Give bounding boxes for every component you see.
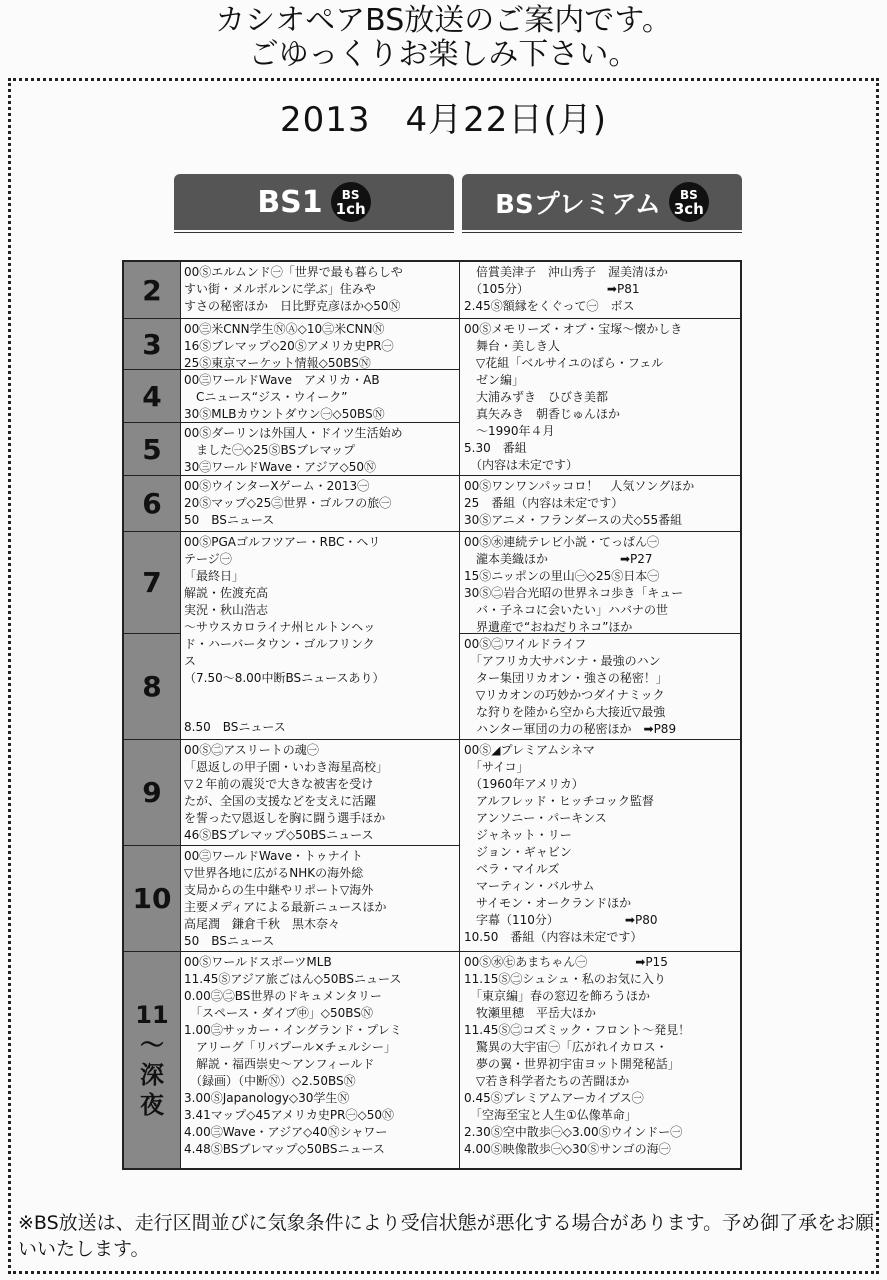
hour-2: 2 — [124, 262, 180, 319]
bsp-slot-9 — [460, 740, 740, 952]
listing-line: 驚異の大宇宙㊀「広がれイカロス・ — [464, 1040, 668, 1054]
listing-line: 字幕（110分） ➡P80 — [464, 913, 658, 927]
header-rule — [462, 232, 742, 233]
listing-line: 支局からの生中継やリポート▽海外 — [184, 883, 374, 897]
schedule-grid — [122, 260, 742, 1170]
listing-line: 3.41マップ◇45アメリカ史PR㊀◇50Ⓝ — [184, 1108, 394, 1122]
listing-line: アリーグ「リバプール×チェルシー」 — [184, 1040, 396, 1054]
listing-line: （105分） ➡P81 — [464, 282, 640, 296]
listing-line: （7.50〜8.00中断BSニュースあり） — [184, 671, 385, 685]
listing-line: 16Ⓢブレマップ◇20Ⓢアメリカ史PR㊀ — [184, 339, 394, 353]
listing-line: 00ⓈワールドスポーツMLB — [184, 955, 332, 969]
listing-line: ター集団リカオン・強さの秘密！」 — [464, 671, 668, 685]
listing-line: マーティン・バルサム — [464, 879, 595, 893]
listing-line: 2.30Ⓢ空中散歩㊀◇3.00Ⓢウインドー㊀ — [464, 1125, 683, 1139]
listing-line: 00Ⓢ㊁ワイルドライフ — [464, 637, 587, 651]
hour-5: 5 — [124, 423, 180, 476]
listing-line: 0.00㊂㊁BS世界のドキュメンタリー — [184, 989, 382, 1003]
listing-line: 「アフリカ大サバンナ・最強のハン — [464, 654, 661, 668]
listing-line: 11.45Ⓢアジア旅ごはん◇50BSニュース — [184, 972, 402, 986]
bsp-slot-2 — [460, 262, 740, 319]
listing-line: な狩りを陸から空から大接近▽最強 — [464, 705, 666, 719]
badge-top: BS — [679, 188, 698, 202]
listing-line: バ・子ネコに会いたい」ハバナの世 — [464, 603, 669, 617]
listing-line: 「スペース・ダイブ㊥」◇50BSⓃ — [184, 1006, 373, 1020]
listing-line: 倍賞美津子 沖山秀子 渥美清ほか — [464, 265, 669, 279]
hour-3: 3 — [124, 319, 180, 370]
hour-4: 4 — [124, 370, 180, 423]
listing-line: 46ⓈBSブレマップ◇50BSニュース — [184, 828, 374, 842]
listing-line: 20Ⓢマップ◇25㊂世界・ゴルフの旅㊀ — [184, 496, 392, 510]
listing-line: 実況・秋山浩志 — [184, 603, 269, 617]
listing-line: 「サイコ」 — [464, 760, 529, 774]
listing-line: 主要メディアによる最新ニュースほか — [184, 900, 387, 914]
listing-line: 界遺産で“おねだりネコ”ほか — [464, 620, 633, 634]
listing-line: 00Ⓢメモリーズ・オブ・宝塚〜懐かしき — [464, 322, 683, 336]
channel-header-bsp — [462, 174, 742, 230]
listing-line: 00Ⓢ㊌連続テレビ小説・てっぱん㊀ — [464, 535, 660, 549]
listing-line: アンソニー・パーキンス — [464, 811, 607, 825]
listing-line: 50 BSニュース — [184, 934, 275, 948]
bsp-slot-6 — [460, 476, 740, 532]
listing-line: 瀧本美織ほか ➡P27 — [464, 552, 653, 566]
listing-line: Cニュース“ジス・ウイーク” — [184, 390, 348, 404]
listing-line: 15Ⓢニッポンの里山㊀◇25Ⓢ日本㊀ — [464, 569, 660, 583]
hour-late-night — [124, 952, 180, 1168]
listing-line: ▽リカオンの巧妙かつダイナミック — [464, 688, 665, 702]
listing-line: 「恩返しの甲子園・いわき海星高校」 — [184, 760, 389, 774]
bsp-slot-3 — [460, 319, 740, 476]
listing-line: ▽世界各地に広がるNHKの海外総 — [184, 866, 364, 880]
badge-bottom: 1ch — [335, 200, 366, 218]
listing-line: 1.00㊂サッカー・イングランド・プレミ — [184, 1023, 402, 1037]
listing-line: すい街・メルボルンに学ぶ」住みや — [184, 282, 376, 296]
listing-line: 5.30 番組 — [464, 441, 527, 455]
listing-line: 「空海至宝と人生①仏像革命」 — [464, 1108, 637, 1122]
bsp-slot-late — [460, 952, 740, 1168]
listing-line: 00Ⓢ㊌㊆あまちゃん㊀ ➡P15 — [464, 955, 668, 969]
broadcast-date: 2013 4月22日(月) — [280, 100, 607, 140]
hour-8: 8 — [124, 634, 180, 740]
listing-line: 25 番組（内容は未定です） — [464, 496, 624, 510]
listing-line: 11.15Ⓢ㊁シュシュ・私のお気に入り — [464, 972, 666, 986]
listing-line: 舞台・美しき人 — [464, 339, 561, 353]
bs1-slot-2 — [180, 262, 459, 319]
listing-line: ▽若き科学者たちの苦闘ほか — [464, 1074, 630, 1088]
listing-line: 8.50 BSニュース — [184, 720, 286, 734]
listing-line: ベラ・マイルズ — [464, 862, 560, 876]
bs1-slot-3 — [180, 319, 459, 370]
listing-line: アルフレッド・ヒッチコック監督 — [464, 794, 654, 808]
bs1-slot-7 — [180, 532, 459, 702]
listing-line: （録画）（中断Ⓝ）◇2.50BSⓃ — [184, 1074, 356, 1088]
listing-line: 解説・佐渡充高 — [184, 586, 269, 600]
listing-line: 0.45Ⓢプレミアムアーカイブス㊀ — [464, 1091, 644, 1105]
listing-line: （内容は未定です） — [464, 458, 579, 472]
listing-line: ド・ハーバータウン・ゴルフリンク — [184, 637, 375, 651]
listing-line: 2.45Ⓢ額縁をくぐって㊀ ボス — [464, 299, 635, 313]
listing-line: 大浦みずき ひびき美都 — [464, 390, 609, 404]
listing-line: 00ⓈPGAゴルフツアー・RBC・ヘリ — [184, 535, 381, 549]
listing-line: 30Ⓢ㊁岩合光昭の世界ネコ歩き「キュー — [464, 586, 684, 600]
listing-line: 〜サウスカロライナ州ヒルトンヘッ — [184, 620, 376, 634]
channel-badge — [669, 182, 709, 222]
bs1-slot-6 — [180, 476, 459, 532]
hour-deep: 深 — [140, 1061, 164, 1089]
listing-line: 4.00㊂Wave・アジア◇40Ⓝシャワー — [184, 1125, 388, 1139]
listing-line: 30ⓈMLBカウントダウン㊀◇50BSⓃ — [184, 407, 385, 421]
listing-line: ました㊀◇25ⓈBSブレマップ — [184, 443, 356, 457]
hour-tilde: 〜 — [140, 1031, 164, 1059]
reception-notice: ※BS放送は、走行区間並びに気象条件により受信状態が悪化する場合があります。予め御了承をお願いいたします。 — [18, 1212, 875, 1260]
listing-line: 30㊂ワールドWave・アジア◇50Ⓝ — [184, 460, 376, 474]
listing-line: 00Ⓢワンワンパッコロ！ 人気ソングほか — [464, 479, 695, 493]
listing-line: 00㊂ワールドWave・トゥナイト — [184, 849, 363, 863]
listing-line: 00㊂米CNN学生ⓃⒶ◇10㊂米CNNⓃ — [184, 322, 385, 336]
bs1-slot-5 — [180, 423, 459, 476]
listing-line: 3.00ⓈJapanology◇30学生Ⓝ — [184, 1091, 350, 1105]
hour-night: 夜 — [140, 1091, 164, 1119]
listing-line: 高尾潤 鎌倉千秋 黒木奈々 — [184, 917, 341, 931]
listing-line: ジョン・ギャビン — [464, 845, 572, 859]
badge-top: BS — [341, 188, 360, 202]
listing-line: 4.00Ⓢ映像散歩㊀◇30Ⓢサンゴの海㊀ — [464, 1142, 671, 1156]
listing-line: 00㊂ワールドWave アメリカ・AB — [184, 373, 380, 387]
hour-9: 9 — [124, 740, 180, 846]
hour-6: 6 — [124, 476, 180, 532]
listing-line: 「東京編」春の窓辺を飾ろうほか — [464, 989, 651, 1003]
listing-line: たが、全国の支援などを支えに活躍 — [184, 794, 377, 808]
listing-line: ハンター軍団の力の秘密ほか ➡P89 — [464, 722, 677, 736]
bs1-slot-8 — [180, 702, 459, 740]
listing-line: を誓った▽恩返しを胸に闘う選手ほか — [184, 811, 386, 825]
bsp-slot-7 — [460, 532, 740, 634]
header-rule — [174, 232, 454, 233]
listing-line: ジャネット・リー — [464, 828, 572, 842]
listing-line: 牧瀬里穂 平岳大ほか — [464, 1006, 597, 1020]
listing-line: 00Ⓢ㊁アスリートの魂㊀ — [184, 743, 319, 757]
listing-line: サイモン・オークランドほか — [464, 896, 632, 910]
listing-line: ゼン編」 — [464, 373, 525, 387]
listing-line: 00Ⓢエルムンド㊀「世界で最も暮らしや — [184, 265, 403, 279]
channel-badge — [331, 182, 371, 222]
listing-line: 解説・福西崇史〜アンフィールド — [184, 1057, 375, 1071]
listing-line: 「最終日」 — [184, 569, 245, 583]
listing-line: 11.45Ⓢ㊁コズミック・フロント〜発見！ — [464, 1023, 691, 1037]
listing-line: すさの秘密ほか 日比野克彦ほか◇50Ⓝ — [184, 299, 401, 313]
bs1-slot-late — [180, 952, 459, 1168]
bsp-slot-8 — [460, 634, 740, 740]
hour-7: 7 — [124, 532, 180, 634]
notice-subtitle: ごゆっくりお楽しみ下さい。 — [248, 37, 639, 72]
bs1-slot-4 — [180, 370, 459, 423]
listing-line: ▽花組「ベルサイユのばら・フェル — [464, 356, 664, 370]
channel-header-bs1 — [174, 174, 454, 230]
listing-line: 30Ⓢアニメ・フランダースの犬◇55番組 — [464, 513, 683, 527]
listing-line: 〜1990年４月 — [464, 424, 555, 438]
listing-line: 真矢みき 朝香じゅんほか — [464, 407, 621, 421]
bs1-slot-10 — [180, 846, 459, 952]
listing-line: （1960年アメリカ） — [464, 777, 584, 791]
notice-title: カシオペアBS放送のご案内です。 — [215, 3, 672, 38]
listing-line: ▽２年前の震災で大きな被害を受け — [184, 777, 374, 791]
channel-name: BS1 — [257, 184, 323, 220]
listing-line: 10.50 番組（内容は未定です） — [464, 930, 643, 944]
hour-10: 10 — [124, 846, 180, 952]
bs1-slot-9 — [180, 740, 459, 846]
listing-line: 00ⓈウインターXゲーム・2013㊀ — [184, 479, 370, 493]
badge-bottom: 3ch — [673, 200, 704, 218]
listing-line: 00Ⓢダーリンは外国人・ドイツ生活始め — [184, 426, 403, 440]
listing-line: 50 BSニュース — [184, 513, 275, 527]
listing-line: テージ㊀ — [184, 552, 232, 566]
listing-line: ス — [184, 654, 197, 668]
channel-name: BSプレミアム — [495, 189, 661, 220]
listing-line: 25Ⓢ東京マーケット情報◇50BSⓃ — [184, 356, 371, 370]
listing-line: 4.48ⓈBSブレマップ◇50BSニュース — [184, 1142, 385, 1156]
listing-line: 夢の翼・世界初宇宙ヨット開発秘話」 — [464, 1057, 680, 1071]
listing-line: 00Ⓢ◢プレミアムシネマ — [464, 743, 595, 757]
hour-11: 11 — [135, 1001, 169, 1029]
